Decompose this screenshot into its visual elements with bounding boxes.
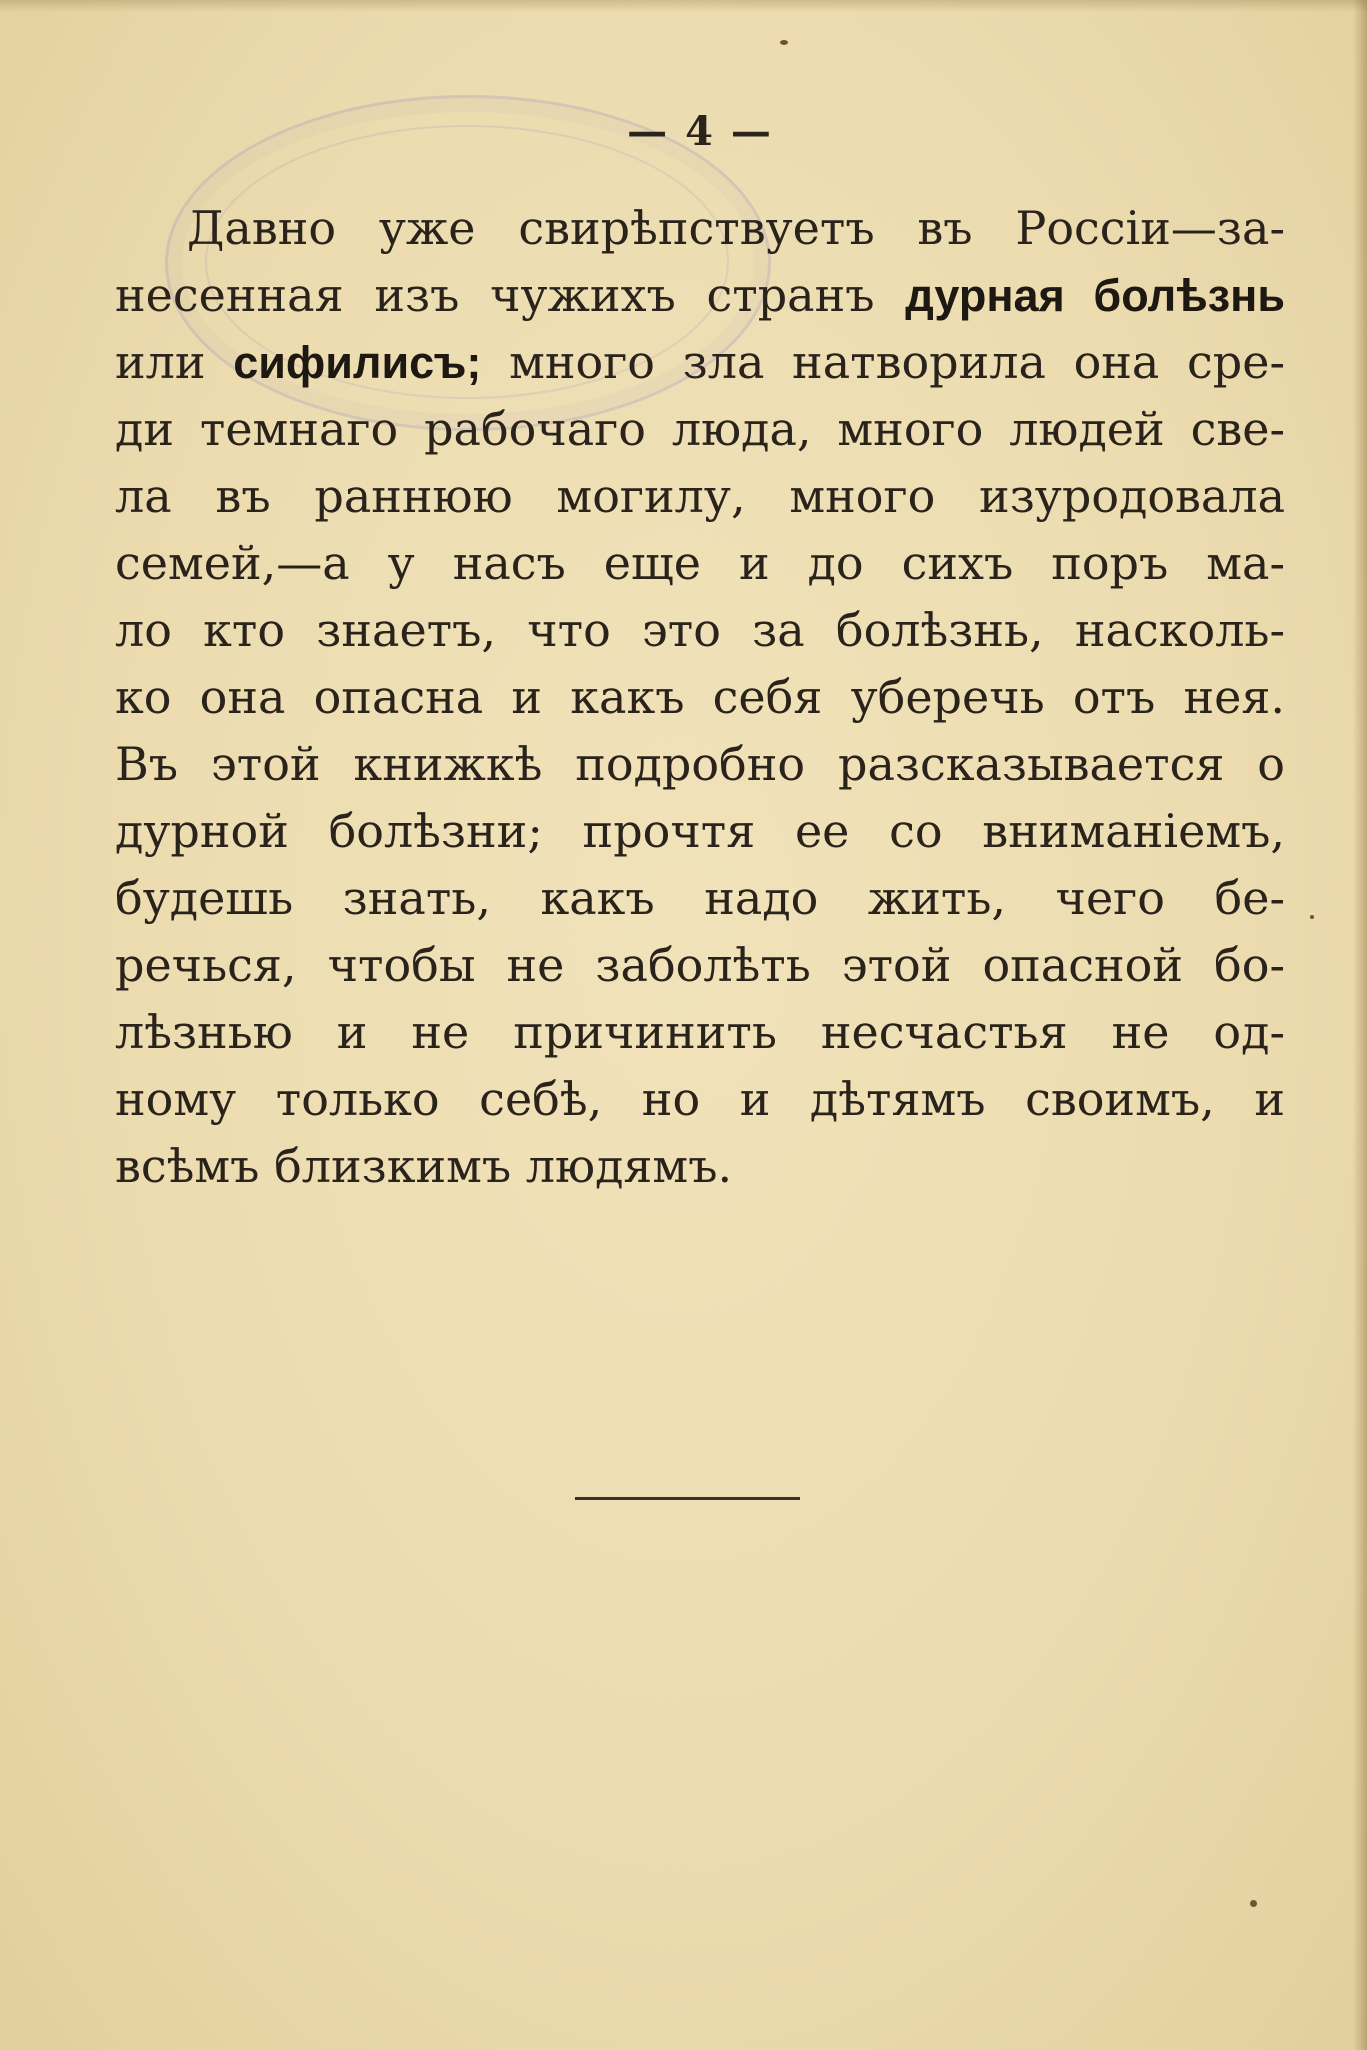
text-segment: много зла натворила она сре- [481,335,1285,389]
paper-speck [780,40,788,45]
text-line [115,999,1285,1066]
text-line [115,195,1285,262]
text-line [115,1066,1285,1133]
text-segment: Въ этой книжкѣ подробно разсказывается о [115,737,1285,791]
text-line [115,463,1285,530]
text-segment: речься, чтобы не заболѣть этой опасной бо- [115,938,1285,992]
text-segment: будешь знать, какъ надо жить, чего бе- [115,871,1285,925]
text-line [115,597,1285,664]
text-line [115,798,1285,865]
page-top-shadow [0,0,1367,12]
text-segment: дурной болѣзни; прочтя ее со вниманіемъ, [115,804,1285,858]
text-line [115,396,1285,463]
text-segment: ному только себѣ, но и дѣтямъ своимъ, и [115,1072,1285,1126]
text-segment: ло кто знаетъ, что это за болѣзнь, насколь- [115,603,1285,657]
text-segment: лѣзнью и не причинить несчастья не од- [115,1005,1285,1059]
page-right-edge [1353,0,1367,2050]
paper-speck [1250,1900,1257,1907]
text-line [115,664,1285,731]
text-segment: семей,—а у насъ еще и до сихъ поръ ма- [115,536,1285,590]
text-line [115,329,1285,396]
text-segment: всѣмъ близкимъ людямъ. [115,1139,733,1193]
text-line [115,932,1285,999]
text-line [115,865,1285,932]
text-segment: ди темнаго рабочаго люда, много людей све- [115,402,1285,456]
text-segment: Давно уже свирѣпствуетъ въ Россіи—за- [187,201,1285,255]
text-segment: ко она опасна и какъ себя уберечь отъ нея. [115,670,1285,724]
main-paragraph [115,195,1285,1200]
section-divider-rule [575,1497,800,1500]
text-segment: или [115,335,234,389]
text-line [115,1133,1285,1200]
bold-term: дурная болѣзнь [905,270,1285,321]
bold-term: сифилисъ; [233,337,482,388]
paper-speck [1310,915,1314,919]
text-segment: ла въ раннюю могилу, много изуродовала [115,469,1285,523]
page-number: — 4 — [627,108,773,155]
text-line [115,262,1285,329]
text-line [115,731,1285,798]
text-line [115,530,1285,597]
text-segment: несенная изъ чужихъ странъ [115,268,906,322]
